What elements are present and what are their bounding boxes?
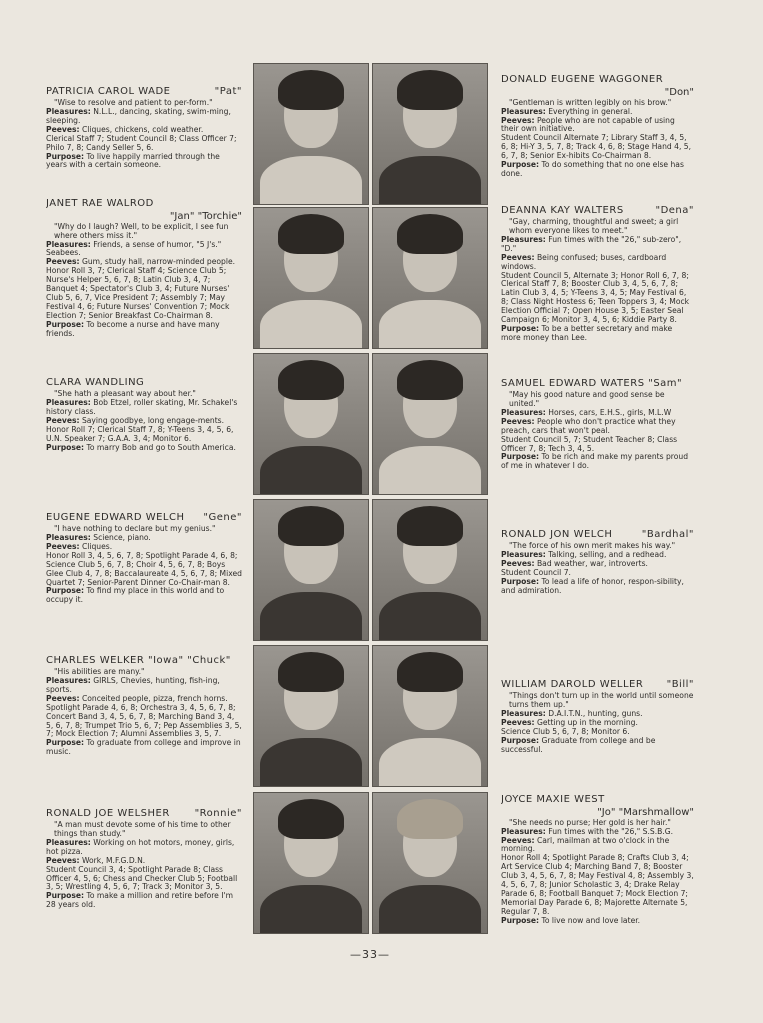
portrait-photo-wade	[253, 63, 369, 205]
peeves-label: Peeves:	[46, 257, 80, 267]
peeves-label: Peeves:	[501, 416, 535, 426]
student-nickname: "Dena"	[655, 205, 694, 216]
peeves-label: Peeves:	[46, 415, 80, 425]
peeves-label: Peeves:	[501, 558, 535, 568]
portrait-photo-welker	[253, 645, 369, 787]
purpose-label: Purpose:	[501, 452, 540, 462]
student-name: RONALD JOE WELSHER	[46, 808, 170, 819]
entry-welsher	[46, 808, 242, 910]
portrait-photo-waggoner	[372, 63, 488, 205]
student-name: WILLIAM DAROLD WELLER	[501, 679, 644, 690]
student-name: CLARA WANDLING	[46, 377, 145, 388]
student-name: EUGENE EDWARD WELCH	[46, 512, 185, 523]
peeves-label: Peeves:	[46, 855, 80, 865]
purpose-text: To be rich and make my parents proud of me in whatever I do.	[501, 452, 689, 471]
peeves-text: Cliques.	[81, 541, 113, 551]
entry-wandling	[46, 377, 242, 452]
pleasures-text: Friends, a sense of humor, "5 J's." Seabees.	[46, 239, 222, 258]
student-name: DEANNA KAY WALTERS	[501, 205, 624, 216]
peeves-text: Carl, mailman at two o'clock in the morning.	[501, 835, 670, 854]
peeves-label: Peeves:	[501, 252, 535, 262]
portrait-photo-walrod	[253, 207, 369, 349]
student-quote: "Why do I laugh? Well, to be explicit, I see fun where others miss it."	[54, 221, 229, 240]
student-quote: "She hath a pleasant way about her."	[54, 388, 196, 398]
purpose-text: Graduate from college and be successful.	[501, 735, 656, 754]
purpose-label: Purpose:	[501, 324, 540, 334]
pleasures-text: Horses, cars, E.H.S., girls, M.L.W	[548, 407, 672, 417]
student-name: PATRICIA CAROL WADE	[46, 86, 171, 97]
student-name: SAMUEL EDWARD WATERS	[501, 378, 645, 389]
pleasures-label: Pleasures:	[46, 239, 91, 249]
activities-text: Student Council 7.	[501, 567, 571, 577]
pleasures-label: Pleasures:	[501, 106, 546, 116]
purpose-text: To live happily married through the years with a certain someone.	[46, 151, 220, 170]
purpose-label: Purpose:	[46, 320, 85, 330]
portrait-photo-west	[372, 792, 488, 934]
activities-text: Honor Roll 3, 4, 5, 6, 7, 8; Spotlight Parade 4, 6, 8; Science Club 5, 6, 7, 8; Choir 4, 5, 6, 7, 8; Boys Glee Club 4, 7, 8; Baccalaureate 4, 5, 6, 7, 8; Mixed Quartet 7; Senior-Parent Dinner Co-Chair-man 8.	[46, 550, 242, 587]
portrait-photo-walters	[372, 207, 488, 349]
purpose-label: Purpose:	[46, 738, 85, 748]
pleasures-label: Pleasures:	[501, 407, 546, 417]
peeves-text: People who are not capable of using their own initiative.	[501, 115, 675, 134]
pleasures-text: Fun times with the "26," S.S.B.G.	[548, 826, 674, 836]
purpose-label: Purpose:	[46, 151, 85, 161]
portrait-photo-weller	[372, 645, 488, 787]
peeves-label: Peeves:	[501, 115, 535, 125]
pleasures-label: Pleasures:	[46, 675, 91, 685]
student-nickname: "Iowa" "Chuck"	[148, 655, 231, 666]
student-quote: "Things don't turn up in the world until someone turns them up."	[509, 690, 694, 709]
peeves-text: Cliques, chickens, cold weather.	[81, 124, 204, 134]
purpose-label: Purpose:	[501, 160, 540, 170]
student-quote: "She needs no purse; Her gold is her hair."	[509, 817, 671, 827]
pleasures-text: Working on hot motors, money, girls, hot pizza.	[46, 837, 235, 856]
activities-text: Student Council 5, Alternate 3; Honor Roll 6, 7, 8; Clerical Staff 7, 8; Booster Club 3, 4, 5, 6, 7, 8; Latin Club 3, 4, 5; Y-Teens 3, 4, 5; May Festival 6, 8; Class Night Hostess 6; Teen Toppers 3, 4; Mock Election Official 7; Open House 3, 5; Easter Seal Campaign 6; Monitor 3, 4, 5, 6; Kiddie Party 8.	[501, 270, 690, 325]
portrait-photo-eugene-welch	[253, 499, 369, 641]
activities-text: Science Club 5, 6, 7, 8; Monitor 6.	[501, 726, 630, 736]
student-quote: "Gentleman is written legibly on his brow."	[509, 97, 672, 107]
purpose-text: To find my place in this world and to occupy it.	[46, 586, 225, 605]
purpose-text: To graduate from college and improve in music.	[46, 738, 241, 757]
peeves-text: Gum, study hall, narrow-minded people.	[81, 257, 236, 267]
peeves-text: Bad weather, war, introverts.	[536, 558, 648, 568]
portrait-photo-ronald-welch	[372, 499, 488, 641]
entry-waggoner	[501, 74, 694, 179]
student-name: DONALD EUGENE WAGGONER	[501, 74, 664, 85]
pleasures-text: D.A.I.T.N., hunting, guns.	[548, 708, 643, 718]
purpose-label: Purpose:	[501, 576, 540, 586]
pleasures-label: Pleasures:	[501, 826, 546, 836]
student-nickname: "Pat"	[214, 86, 242, 97]
activities-text: Spotlight Parade 4, 6, 8; Orchestra 3, 4, 5, 6, 7, 8; Concert Band 3, 4, 5, 6, 7, 8; Marching Band 3, 4, 5, 6, 7, 8; Trumpet Trio 5, 6, 7; Pep Assemblies 3, 5, 7; Mock Election 7; Alumni Assemblies 3, 5, 7.	[46, 702, 242, 739]
pleasures-text: Bob Etzel, roller skating, Mr. Schakel's history class.	[46, 397, 238, 416]
entry-walters	[501, 205, 694, 343]
student-nickname: "Jo" "Marshmallow"	[597, 806, 694, 818]
purpose-text: To marry Bob and go to South America.	[86, 442, 236, 452]
entry-eugene-welch	[46, 512, 242, 605]
student-quote: "A man must devote some of his time to other things than study."	[54, 819, 231, 838]
student-quote: "May his good nature and good sense be united."	[509, 389, 665, 408]
purpose-label: Purpose:	[501, 735, 540, 745]
peeves-label: Peeves:	[501, 717, 535, 727]
activities-text: Honor Roll 3, 7; Clerical Staff 4; Science Club 5; Nurse's Helper 5, 6, 7, 8; Latin Club 3, 4, 7; Banquet 4; Spectator's Club 3, 4; Future Nurses' Club 5, 6, 7, Vice President 7; Assembly 7; May Festival 4, 6; Future Nurses' Convention 7; Mock Election 7; Senior Breakfast Co-Chairman 8.	[46, 266, 230, 321]
entry-weller	[501, 679, 694, 754]
peeves-label: Peeves:	[46, 541, 80, 551]
portrait-photo-waters	[372, 353, 488, 495]
purpose-text: To do something that no one else has done.	[501, 160, 684, 179]
student-nickname: "Bill"	[666, 679, 694, 690]
page-number: —33—	[350, 948, 390, 961]
student-quote: "The force of his own merit makes his way."	[509, 540, 676, 550]
student-name: JANET RAE WALROD	[46, 198, 154, 209]
peeves-text: Being confused; buses, cardboard windows.	[501, 252, 667, 271]
peeves-text: Work, M.F.G.D.N.	[81, 855, 146, 865]
student-quote: "His abilities are many."	[54, 666, 145, 676]
pleasures-text: Talking, selling, and a redhead.	[548, 549, 667, 559]
pleasures-text: Fun times with the "26," sub-zero", "D."	[501, 234, 682, 253]
entry-waters	[501, 378, 694, 471]
activities-text: Student Council Alternate 7; Library Staff 3, 4, 5, 6, 8; Hi-Y 3, 5, 7, 8; Track 4, 6, 8; Stage Hand 4, 5, 6, 7, 8; Senior Ex-hibits Co-Chairman 8.	[501, 133, 692, 161]
student-quote: "I have nothing to declare but my genius."	[54, 523, 216, 533]
pleasures-text: N.L.L., dancing, skating, swim-ming, sleeping.	[46, 106, 231, 125]
pleasures-label: Pleasures:	[46, 532, 91, 542]
pleasures-label: Pleasures:	[501, 708, 546, 718]
student-nickname: "Don"	[664, 86, 694, 98]
pleasures-label: Pleasures:	[46, 106, 91, 116]
peeves-text: Saying goodbye, long engage-ments.	[81, 415, 225, 425]
peeves-text: Conceited people, pizza, french horns.	[81, 693, 228, 703]
pleasures-text: GIRLS, Chevies, hunting, fish-ing, sports.	[46, 675, 220, 694]
student-quote: "Wise to resolve and patient to per-form."	[54, 97, 213, 107]
activities-text: Honor Roll 7; Clerical Staff 7, 8; Y-Teens 3, 4, 5, 6, U.N. Speaker 7; G.A.A. 3, 4; Monitor 6.	[46, 424, 234, 443]
portrait-photo-wandling	[253, 353, 369, 495]
activities-text: Student Council 5, 7; Student Teacher 8; Class Officer 7, 8; Tech 3, 4, 5.	[501, 434, 678, 453]
peeves-text: People who don't practice what they preach, cars that won't peal.	[501, 416, 676, 435]
peeves-label: Peeves:	[46, 124, 80, 134]
student-nickname: "Bardhal"	[641, 529, 694, 540]
student-nickname: "Sam"	[648, 378, 683, 389]
student-name: JOYCE MAXIE WEST	[501, 794, 605, 805]
entry-welker	[46, 655, 242, 757]
entry-wade	[46, 86, 242, 170]
peeves-label: Peeves:	[46, 693, 80, 703]
pleasures-label: Pleasures:	[501, 234, 546, 244]
pleasures-label: Pleasures:	[501, 549, 546, 559]
purpose-text: To be a better secretary and make more money than Lee.	[501, 324, 673, 343]
student-nickname: "Ronnie"	[194, 808, 242, 819]
purpose-label: Purpose:	[501, 916, 540, 926]
entry-ronald-welch	[501, 529, 694, 596]
purpose-label: Purpose:	[46, 586, 85, 596]
student-nickname: "Gene"	[203, 512, 242, 523]
entry-walrod	[46, 198, 242, 339]
peeves-label: Peeves:	[501, 835, 535, 845]
student-quote: "Gay, charming, thoughtful and sweet; a girl whom everyone likes to meet."	[509, 216, 679, 235]
portrait-photo-welsher	[253, 792, 369, 934]
purpose-label: Purpose:	[46, 442, 85, 452]
student-name: RONALD JON WELCH	[501, 529, 613, 540]
student-name: CHARLES WELKER	[46, 655, 145, 666]
pleasures-label: Pleasures:	[46, 397, 91, 407]
activities-text: Clerical Staff 7; Student Council 8; Class Officer 7; Philo 7, 8; Candy Seller 5, 6.	[46, 133, 237, 152]
purpose-text: To lead a life of honor, respon-sibility, and admiration.	[501, 576, 684, 595]
activities-text: Honor Roll 4; Spotlight Parade 8; Crafts Club 3, 4; Art Service Club 4; Marching Band 7, 8; Booster Club 3, 4, 5, 6, 7, 8; May Festival 4, 8; Assembly 3, 4, 5, 6, 7, 8; Junior Scholastic 3, 4; Drake Relay Parade 6, 8; Football Banquet 7; Mock Election 7; Memorial Day Parade 6, 8; Majorette Alternate 5, Regular 7, 8.	[501, 853, 694, 917]
purpose-label: Purpose:	[46, 891, 85, 901]
purpose-text: To live now and love later.	[541, 916, 641, 926]
entry-west	[501, 794, 694, 926]
peeves-text: Getting up in the morning.	[536, 717, 638, 727]
student-nickname: "Jan" "Torchie"	[169, 210, 242, 222]
purpose-text: To become a nurse and have many friends.	[46, 320, 220, 339]
pleasures-text: Everything in general.	[548, 106, 633, 116]
activities-text: Student Council 3, 4; Spotlight Parade 8; Class Officer 4, 5, 6; Chess and Checker Club 5; Football 3, 5; Wrestling 4, 5, 6, 7; Track 3; Monitor 3, 5.	[46, 864, 238, 892]
purpose-text: To make a million and retire before I'm 28 years old.	[46, 891, 233, 910]
pleasures-label: Pleasures:	[46, 837, 91, 847]
pleasures-text: Science, piano.	[93, 532, 151, 542]
